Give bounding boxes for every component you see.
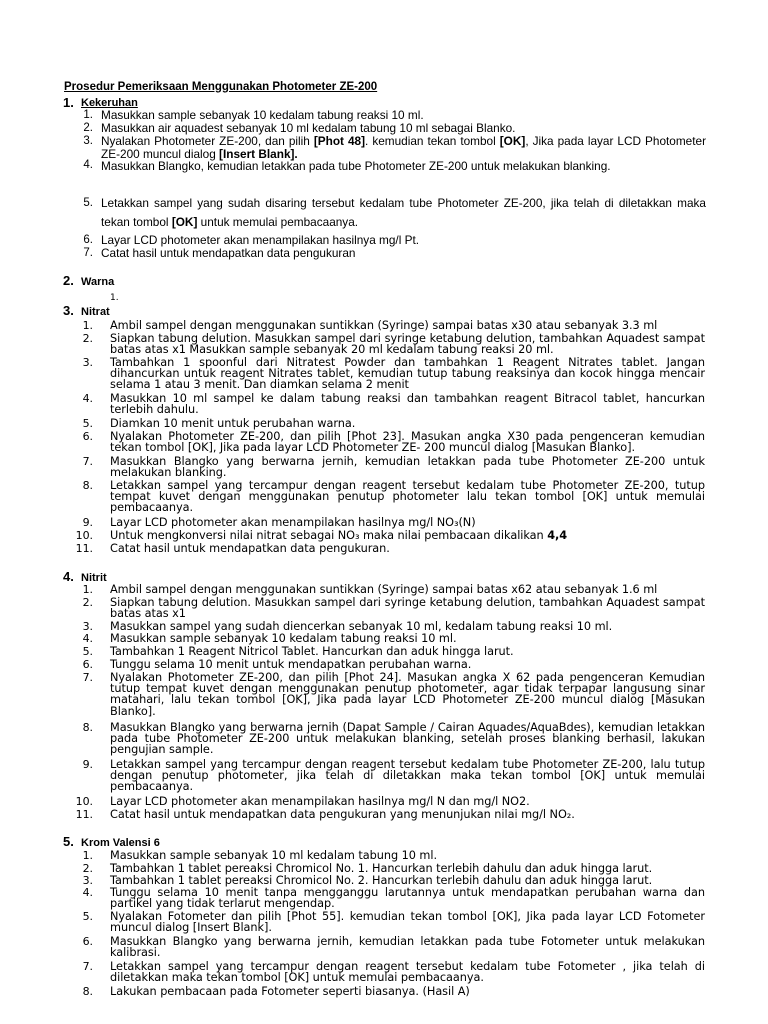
section-5-title: Krom Valensi 6 (81, 837, 160, 849)
section-3-title: Nitrat (81, 306, 110, 318)
section-2-title: Warna (81, 276, 115, 288)
section-2-empty-item: 1. (110, 293, 119, 303)
document-page: Prosedur Pemeriksaan Menggunakan Photometer ZE-200 1. Kekeruhan 1. Masukkan sample sebanyak 10 kedalam tabung reaksi 10 ml. 2. Masukkan air aquadest sebanyak 10 ml kedalam tabung 10 ml sebagai Blanko. 3. Nyalakan Photometer ZE-200, dan pilih [Phot 48]. kemudian tekan tombol [OK], Jika pada layar LCD Photometer ZE-200 muncul dialog [Insert Blank]. 4. Masukkan Blangko, kemudian letakkan pada tube Photometer ZE-200 untuk melakukan blanking. 5. Letakkan sampel yang sudah disaring tersebut kedalam tube Photometer ZE-200, jika telah di diletakkan maka tekan tombol [OK] untuk memulai pembacaanya. 6. Layar LCD photometer akan menampilakan hasilnya mg/l Pt. 7. Catat hasil untuk mendapatkan data pengukuran 2. Warna 1. 3. Nitrat 1. Ambil sampel dengan menggunakan suntikkan (Syringe) sampai batas x30 atau sebanyak 3.3 ml 2. Siapkan tabung delution. Masukkan sampel dari syringe ketabung delution, tambahkan Aquadest sampat batas atas x1 Masukkan sample sebanyak 20 ml kedalam tabung reaksi 20 ml. 3. Tambahkan 1 spoonful dari Nitratest Powder dan tambahkan 1 Reagent Nitrates tablet. Jangan dihancurkan untuk reagent Nitrates tablet, kemudian tutup tabung reaksinya dan kocok hingga mencair selama 1 atau 3 menit. Dan diamkan selama 2 menit 4. Masukkan 10 ml sampel ke dalam tabung reaksi dan tambahkan reagent Bitracol tablet, hancurkan terlebih dahulu. 5. Diamkan 10 menit untuk perubahan warna. 6. Nyalakan Photometer ZE-200, dan pilih [Phot 23]. Masukan angka X30 pada pengenceran kemudian tekan tombol [OK], Jika pada layar LCD Photometer ZE- 200 muncul dialog [Masukan Blanko]. 7. Masukkan Blangko yang berwarna jernih, kemudian letakkan pada tube Photometer ZE-200 untuk melakukan blanking. 8. Letakkan sampel yang tercampur dengan reagent tersebut kedalam tube Photometer ZE-200, tutup tempat kuvet dengan menggunakan penutup photometer lalu tekan tombol [OK] untuk memulai pembacaanya. 9. Layar LCD photometer akan menampilakan hasilnya mg/l NO₃(N) 10. Untuk mengkonversi nilai nitrat sebagai NO₃ maka nilai pembacaan dikalikan 4,4 11. Catat hasil untuk mendapatkan data pengukuran. 4. Nitrit 1. Ambil sampel dengan menggunakan suntikkan (Syringe) sampai batas x62 atau sebanyak 1.6 ml 2. Siapkan tabung delution. Masukkan sampel dari syringe ketabung delution, tambahkan Aquadest sampat batas atas x1 3. Masukkan sampel yang sudah diencerkan sebanyak 10 ml, kedalam tabung reaksi 10 ml. 4. Masukkan sample sebanyak 10 kedalam tabung reaksi 10 ml. 5. Tambahkan 1 Reagent Nitricol Tablet. Hancurkan dan aduk hingga larut. 6. Tunggu selama 10 menit untuk mendapatkan perubahan warna. 7. Nyalakan Photometer ZE-200, dan pilih [Phot 24]. Masukan angka X 62 pada pengenceran Kemudian tutup tempat kuvet dengan menggunakan penutup photometer, agar tidak terpapar langusung sinar matahari, lalu tekan tombol [OK], Jika pada layar LCD Photometer ZE-200 muncul dialog [Masukan Blanko]. 8. Masukkan Blangko yang berwarna jernih (Dapat Sample / Cairan Aquades/AquaBdes), kemudian letakkan pada tube Photometer ZE-200 untuk melakukan blanking, setelah proses blanking berhasil, lakukan pengujian sample. 9. Letakkan sampel yang tercampur dengan reagent tersebut kedalam tube Photometer ZE-200, lalu tutup dengan penutup photometer, jika telah di diletakkan maka tekan tombol [OK] untuk memulai pembacaanya. 10. Layar LCD photometer akan menampilakan hasilnya mg/l N dan mg/l NO2. 11. Catat hasil untuk mendapatkan data pengukuran yang menunjukan nilai mg/l NO₂. 5. Krom Valensi 6 1. Masukkan sample sebanyak 10 ml kedalam tabung 10 ml. 2. Tambahkan 1 tablet pereaksi Chromicol No. 1. Hancurkan terlebih dahulu dan aduk hingga larut. 3. Tambahkan 1 tablet pereaksi Chromicol No. 2. Hancurkan terlebih dahulu dan aduk hingga larut. 4. Tunggu selama 10 menit tanpa mengganggu larutannya untuk mendapatkan perubahan warna dan partikel yang tidak terlarut mengendap. 5. Nyalakan Fotometer dan pilih [Phot 55]. kemudian tekan tombol [OK], Jika pada layar LCD Fotometer muncul dialog [Insert Blank]. 6. Masukkan Blangko yang berwarna jernih, kemudian letakkan pada tube Fotometer untuk melakukan kalibrasi. 7. Letakkan sampel yang tercampur dengan reagent tersebut kedalam tube Fotometer , jika telah di diletakkan maka tekan tombol [OK] untuk memulai pembacaanya. 8. Lakukan pembacaan pada Fotometer seperti biasanya. (Hasil A) (63, 81, 706, 998)
section-1-title: Kekeruhan (81, 97, 138, 109)
section-4-title: Nitrit (81, 572, 107, 584)
section-1-number: 1. (63, 95, 74, 110)
section-4-number: 4. (63, 569, 74, 584)
document-title: Prosedur Pemeriksaan Menggunakan Photometer ZE-200 (64, 81, 378, 93)
section-3-number: 3. (63, 303, 74, 318)
section-5-number: 5. (63, 834, 74, 849)
section-2-number: 2. (63, 273, 74, 288)
